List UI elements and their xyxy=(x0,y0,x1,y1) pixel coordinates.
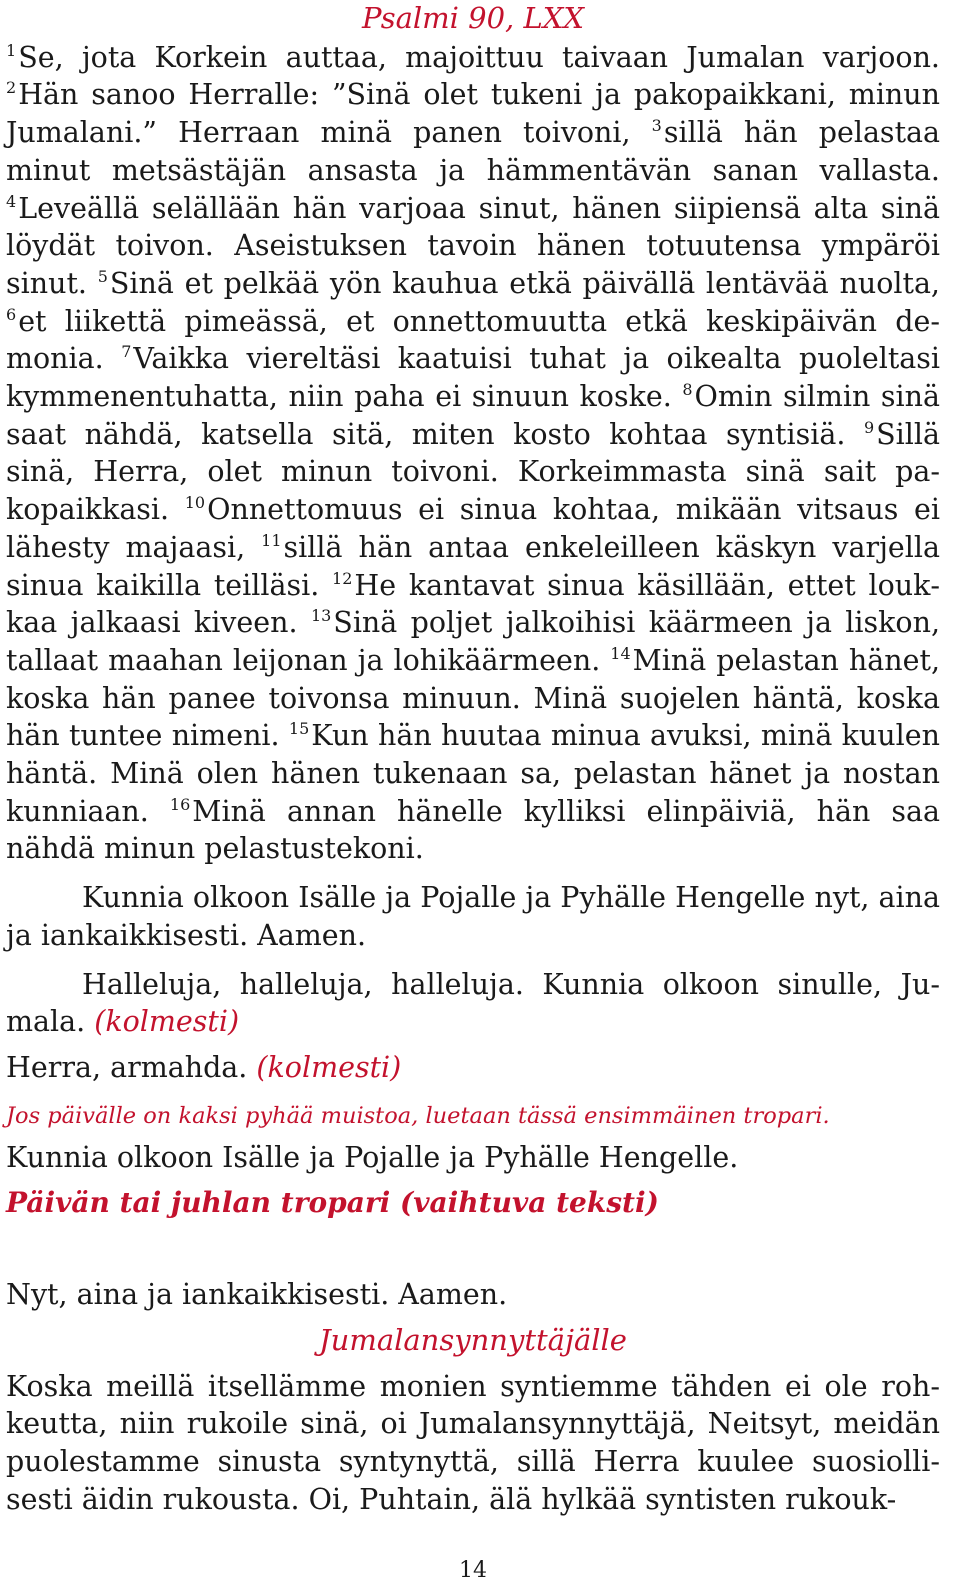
document-page xyxy=(6,0,940,1586)
kyrie xyxy=(6,1049,940,1087)
alleluia xyxy=(6,966,940,1041)
verse-text: sillä hän antaa enkeleilleen käskyn varjella sinua kaikilla teilläsi. xyxy=(6,530,940,602)
now-line: Nyt, aina ja iankaikkisesti. Aamen. xyxy=(6,1278,508,1312)
verse-number: 7 xyxy=(121,342,132,362)
verse-text: Sillä sinä, Herra, olet minun toivoni. Korkeimmasta sinä sait pakopaikkasi. xyxy=(6,417,940,527)
verse-text: et liikettä pimeässä, et onnettomuutta etkä keskipäivän demonia. xyxy=(6,304,940,376)
verse-number: 14 xyxy=(610,643,631,663)
verse-number: 11 xyxy=(261,530,282,550)
verse-number: 6 xyxy=(6,304,17,324)
verse-text: Leveällä selällään hän varjoaa sinut, hänen siipiensä alta sinä löydät toivon. Aseistuksen tavoin hänen totuutensa ympäröi sinut. xyxy=(6,191,940,300)
theotokion-heading: Jumalansynnyttäjälle xyxy=(319,1322,627,1357)
psalm-heading: Psalmi 90, LXX xyxy=(361,1,585,35)
verse-text: Onnettomuus ei sinua kohtaa, mikään vitsaus ei lähesty majaasi, xyxy=(6,493,940,564)
glory-line: Kunnia olkoon Isälle ja Pojalle ja Pyhälle Hengelle. xyxy=(6,1140,739,1174)
psalm-text xyxy=(6,39,940,868)
rubric-note: Jos päivälle on kaksi pyhää muistoa, luetaan tässä ensimmäinen tropari. xyxy=(6,1102,830,1129)
verse-text: Minä pelastan hänet, koska hän panee toivonsa minuun. Minä suojelen häntä, koska hän tuntee nimeni. xyxy=(6,643,941,753)
verse-number: 4 xyxy=(6,191,17,211)
kyrie-rubric: (kolmesti) xyxy=(256,1050,402,1084)
verse-text: He kantavat sinua käsillään, ettet loukkaa jalkaasi kiveen. xyxy=(6,568,940,640)
verse-text: Hän sanoo Herralle: ”Sinä olet tukeni ja pakopaikkani, minun Jumalani.” Herraan minä panen toivoni, xyxy=(6,78,940,150)
doxology: Kunnia olkoon Isälle ja Pojalle ja Pyhälle Hengelle nyt, aina ja iankaikkisesti. Aamen. xyxy=(6,881,940,952)
verse-text: Sinä poljet jalkoihisi käärmeen ja liskon, tallaat maahan leijonan ja lohikäärmeen. xyxy=(6,606,941,677)
verse-text: Minä annan hänelle kylliksi elinpäiviä, hän saa nähdä minun pelastustekoni. xyxy=(6,794,940,866)
verse-number: 15 xyxy=(288,719,310,739)
verse-number: 1 xyxy=(6,40,17,60)
verse-text: Vaikka viereltäsi kaatuisi tuhat ja oikealta puoleltasi kymmenentuhatta, niin paha ei sinuun koske. xyxy=(6,342,941,414)
verse-text: Omin silmin sinä saat nähdä, katsella sitä, miten kosto kohtaa syntisiä. xyxy=(6,380,940,451)
verse-number: 13 xyxy=(310,606,332,626)
troparion-placeholder: Päivän tai juhlan tropari (vaihtuva teksti) xyxy=(6,1186,659,1220)
verse-number: 12 xyxy=(332,568,353,588)
alleluia-text: Halleluja, halleluja, halleluja. Kunnia olkoon sinulle, Jumala. xyxy=(6,967,940,1039)
verse-number: 8 xyxy=(682,380,693,400)
verse-number: 3 xyxy=(651,116,662,136)
verse-text: sillä hän pelastaa minut metsästäjän ansasta ja hämmentävän sanan vallasta. xyxy=(6,116,940,187)
verse-text: Se, jota Korkein auttaa, majoittuu taivaan Jumalan varjoon. xyxy=(18,40,940,74)
verse-text: Sinä et pelkää yön kauhua etkä päivällä lentävää nuolta, xyxy=(109,266,940,300)
theotokion-text: Koska meillä itsellämme monien syntiemme tähden ei ole rohkeutta, niin rukoile sinä, oi Jumalansynnyttäjä, Neitsyt, meidän puolestamme sinusta syntynyttä, sillä Herra kuulee suosiollisesti äidin rukousta. Oi, Puhtain, älä hylkää syntisten rukouk- xyxy=(6,1369,940,1516)
verse-number: 16 xyxy=(169,794,191,814)
verse-number: 9 xyxy=(863,417,875,437)
alleluia-rubric: (kolmesti) xyxy=(94,1005,240,1039)
verse-number: 2 xyxy=(6,78,17,98)
kyrie-text: Herra, armahda. xyxy=(6,1050,248,1084)
verse-number: 10 xyxy=(184,493,206,513)
page-number: 14 xyxy=(459,1558,487,1583)
verse-text: Kun hän huutaa minua avuksi, minä kuulen häntä. Minä olen hänen tukenaan sa, pelastan hänet ja nostan kunniaan. xyxy=(6,719,940,828)
verse-number: 5 xyxy=(97,266,108,286)
